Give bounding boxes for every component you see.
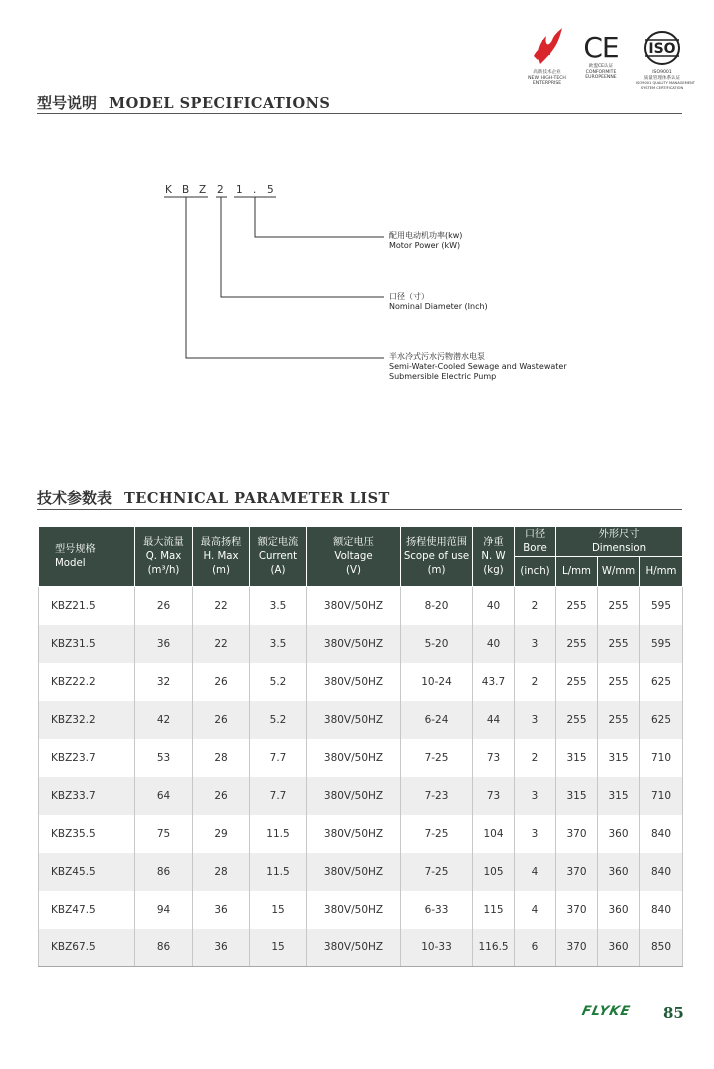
cell-dim-w: 255 xyxy=(598,701,640,739)
cell-flow: 26 xyxy=(135,587,193,625)
cell-scope: 10-33 xyxy=(401,929,473,967)
cell-model: KBZ21.5 xyxy=(39,587,135,625)
cell-model: KBZ67.5 xyxy=(39,929,135,967)
cell-dim-w: 360 xyxy=(598,815,640,853)
cell-current: 5.2 xyxy=(250,701,307,739)
cell-voltage: 380V/50HZ xyxy=(307,815,401,853)
code-char-dot: . xyxy=(253,184,257,196)
cell-dim-w: 360 xyxy=(598,891,640,929)
cell-bore: 2 xyxy=(515,587,556,625)
col-header-bore: 口径 Bore xyxy=(515,527,556,557)
cell-dim-h: 710 xyxy=(640,777,683,815)
cell-dim-l: 370 xyxy=(556,853,598,891)
cell-model: KBZ32.2 xyxy=(39,701,135,739)
cell-dim-w: 255 xyxy=(598,663,640,701)
pump-type-label: 半水冷式污水污物潜水电泵 Semi-Water-Cooled Sewage and Wastewater Submersible Electric Pump xyxy=(389,352,567,381)
ce-mark-icon: CE xyxy=(583,31,619,64)
cell-dim-w: 360 xyxy=(598,853,640,891)
cell-current: 15 xyxy=(250,891,307,929)
cell-dim-w: 255 xyxy=(598,625,640,663)
logo-caption: 欧盟CE认证 CONFORMITE EUROPEENNE xyxy=(585,64,617,81)
cell-voltage: 380V/50HZ xyxy=(307,625,401,663)
cell-dim-h: 840 xyxy=(640,853,683,891)
code-char-k: K xyxy=(165,184,172,196)
cell-scope: 5-20 xyxy=(401,625,473,663)
cell-dim-h: 625 xyxy=(640,663,683,701)
table-row xyxy=(39,701,683,739)
table-row xyxy=(39,587,683,625)
cell-dim-h: 840 xyxy=(640,891,683,929)
cell-model: KBZ22.2 xyxy=(39,663,135,701)
col-header-flow: 最大流量 Q. Max (m³/h) xyxy=(135,527,193,587)
table-row xyxy=(39,891,683,929)
cell-current: 3.5 xyxy=(250,587,307,625)
cell-head: 26 xyxy=(193,777,250,815)
col-header-dim-h: H/mm xyxy=(640,557,683,587)
cell-voltage: 380V/50HZ xyxy=(307,587,401,625)
cell-flow: 32 xyxy=(135,663,193,701)
code-char-z: Z xyxy=(199,184,207,196)
col-header-current: 额定电流 Current (A) xyxy=(250,527,307,587)
model-code-diagram xyxy=(0,0,714,420)
col-header-head: 最高扬程 H. Max (m) xyxy=(193,527,250,587)
table-row xyxy=(39,853,683,891)
cell-scope: 8-20 xyxy=(401,587,473,625)
col-header-dim-w: W/mm xyxy=(598,557,640,587)
cell-weight: 105 xyxy=(473,853,515,891)
cell-dim-l: 370 xyxy=(556,815,598,853)
cell-voltage: 380V/50HZ xyxy=(307,739,401,777)
cell-weight: 116.5 xyxy=(473,929,515,967)
cell-voltage: 380V/50HZ xyxy=(307,777,401,815)
cell-model: KBZ23.7 xyxy=(39,739,135,777)
cell-dim-l: 315 xyxy=(556,739,598,777)
cell-weight: 44 xyxy=(473,701,515,739)
cell-voltage: 380V/50HZ xyxy=(307,663,401,701)
section-divider xyxy=(37,509,682,510)
cell-bore: 3 xyxy=(515,625,556,663)
cell-scope: 10-24 xyxy=(401,663,473,701)
diagram-leader-lines xyxy=(0,0,714,420)
cell-current: 15 xyxy=(250,929,307,967)
cell-model: KBZ35.5 xyxy=(39,815,135,853)
cell-dim-h: 625 xyxy=(640,701,683,739)
cell-current: 5.2 xyxy=(250,663,307,701)
cell-dim-h: 595 xyxy=(640,587,683,625)
table-row xyxy=(39,815,683,853)
cell-flow: 86 xyxy=(135,929,193,967)
cell-scope: 6-33 xyxy=(401,891,473,929)
cell-bore: 2 xyxy=(515,739,556,777)
cell-flow: 75 xyxy=(135,815,193,853)
cell-dim-h: 710 xyxy=(640,739,683,777)
cell-scope: 6-24 xyxy=(401,701,473,739)
cell-flow: 36 xyxy=(135,625,193,663)
cell-dim-w: 360 xyxy=(598,929,640,967)
code-char-size: 2 xyxy=(217,184,224,196)
technical-parameter-table xyxy=(38,526,683,967)
code-char-b: B xyxy=(182,184,190,196)
col-header-scope: 扬程使用范围 Scope of use (m) xyxy=(401,527,473,587)
cell-bore: 3 xyxy=(515,815,556,853)
logo-caption: 高新技术企业 NEW HIGH-TECH ENTERPRISE xyxy=(528,70,566,87)
cell-weight: 40 xyxy=(473,587,515,625)
cell-flow: 42 xyxy=(135,701,193,739)
model-spec-title: 型号说明 MODEL SPECIFICATIONS xyxy=(37,94,331,112)
cell-dim-l: 370 xyxy=(556,929,598,967)
nominal-diameter-label: 口径（寸） Nominal Diameter (Inch) xyxy=(389,292,488,311)
code-char-power-dec: 5 xyxy=(267,184,274,196)
cell-flow: 53 xyxy=(135,739,193,777)
cell-bore: 2 xyxy=(515,663,556,701)
col-header-model: 型号规格 Model xyxy=(39,527,135,587)
table-row xyxy=(39,929,683,967)
cell-flow: 94 xyxy=(135,891,193,929)
cell-weight: 115 xyxy=(473,891,515,929)
motor-power-label: 配用电动机功率(kw) Motor Power (kW) xyxy=(389,231,463,250)
cell-dim-l: 255 xyxy=(556,587,598,625)
table-row xyxy=(39,625,683,663)
cell-dim-w: 315 xyxy=(598,739,640,777)
cell-head: 26 xyxy=(193,663,250,701)
cell-head: 29 xyxy=(193,815,250,853)
logo-caption: ISO9001 质量管理体系认证 ISO9001 QUALITY MANAGEMENT SYSTEM CERTIFICATION xyxy=(636,70,695,90)
cell-flow: 64 xyxy=(135,777,193,815)
table-row xyxy=(39,739,683,777)
cell-dim-l: 255 xyxy=(556,663,598,701)
cell-bore: 4 xyxy=(515,853,556,891)
cell-dim-l: 315 xyxy=(556,777,598,815)
cell-model: KBZ47.5 xyxy=(39,891,135,929)
cell-current: 11.5 xyxy=(250,853,307,891)
cell-voltage: 380V/50HZ xyxy=(307,891,401,929)
cell-weight: 73 xyxy=(473,739,515,777)
cell-dim-h: 840 xyxy=(640,815,683,853)
cell-head: 28 xyxy=(193,853,250,891)
cell-bore: 6 xyxy=(515,929,556,967)
cell-bore: 4 xyxy=(515,891,556,929)
brand-logo: FLYKE xyxy=(580,1004,633,1019)
col-header-bore-unit: (inch) xyxy=(515,557,556,587)
cell-current: 7.7 xyxy=(250,777,307,815)
col-header-dimension: 外形尺寸 Dimension xyxy=(556,527,683,557)
col-header-weight: 净重 N. W (kg) xyxy=(473,527,515,587)
cell-flow: 86 xyxy=(135,853,193,891)
cell-bore: 3 xyxy=(515,701,556,739)
cell-scope: 7-25 xyxy=(401,739,473,777)
cell-current: 7.7 xyxy=(250,739,307,777)
cell-head: 28 xyxy=(193,739,250,777)
cell-dim-h: 595 xyxy=(640,625,683,663)
cell-dim-l: 255 xyxy=(556,625,598,663)
cell-model: KBZ33.7 xyxy=(39,777,135,815)
cell-head: 36 xyxy=(193,929,250,967)
cell-head: 22 xyxy=(193,625,250,663)
cell-current: 11.5 xyxy=(250,815,307,853)
technical-params-title: 技术参数表 TECHNICAL PARAMETER LIST xyxy=(37,489,390,507)
cell-dim-w: 255 xyxy=(598,587,640,625)
table-row xyxy=(39,777,683,815)
cell-dim-w: 315 xyxy=(598,777,640,815)
cell-voltage: 380V/50HZ xyxy=(307,853,401,891)
cell-weight: 104 xyxy=(473,815,515,853)
col-header-dim-l: L/mm xyxy=(556,557,598,587)
cell-head: 36 xyxy=(193,891,250,929)
cell-weight: 43.7 xyxy=(473,663,515,701)
cell-bore: 3 xyxy=(515,777,556,815)
cell-voltage: 380V/50HZ xyxy=(307,701,401,739)
page-number: 85 xyxy=(663,1004,684,1022)
cell-current: 3.5 xyxy=(250,625,307,663)
svg-text:ISO: ISO xyxy=(648,41,676,57)
cell-voltage: 380V/50HZ xyxy=(307,929,401,967)
cell-weight: 40 xyxy=(473,625,515,663)
cell-model: KBZ45.5 xyxy=(39,853,135,891)
cell-head: 22 xyxy=(193,587,250,625)
cell-dim-l: 370 xyxy=(556,891,598,929)
cell-head: 26 xyxy=(193,701,250,739)
cell-dim-h: 850 xyxy=(640,929,683,967)
col-header-voltage: 额定电压 Voltage (V) xyxy=(307,527,401,587)
cell-weight: 73 xyxy=(473,777,515,815)
code-char-power-int: 1 xyxy=(236,184,243,196)
cell-scope: 7-25 xyxy=(401,815,473,853)
table-row xyxy=(39,663,683,701)
cell-scope: 7-23 xyxy=(401,777,473,815)
cell-scope: 7-25 xyxy=(401,853,473,891)
cell-dim-l: 255 xyxy=(556,701,598,739)
cell-model: KBZ31.5 xyxy=(39,625,135,663)
